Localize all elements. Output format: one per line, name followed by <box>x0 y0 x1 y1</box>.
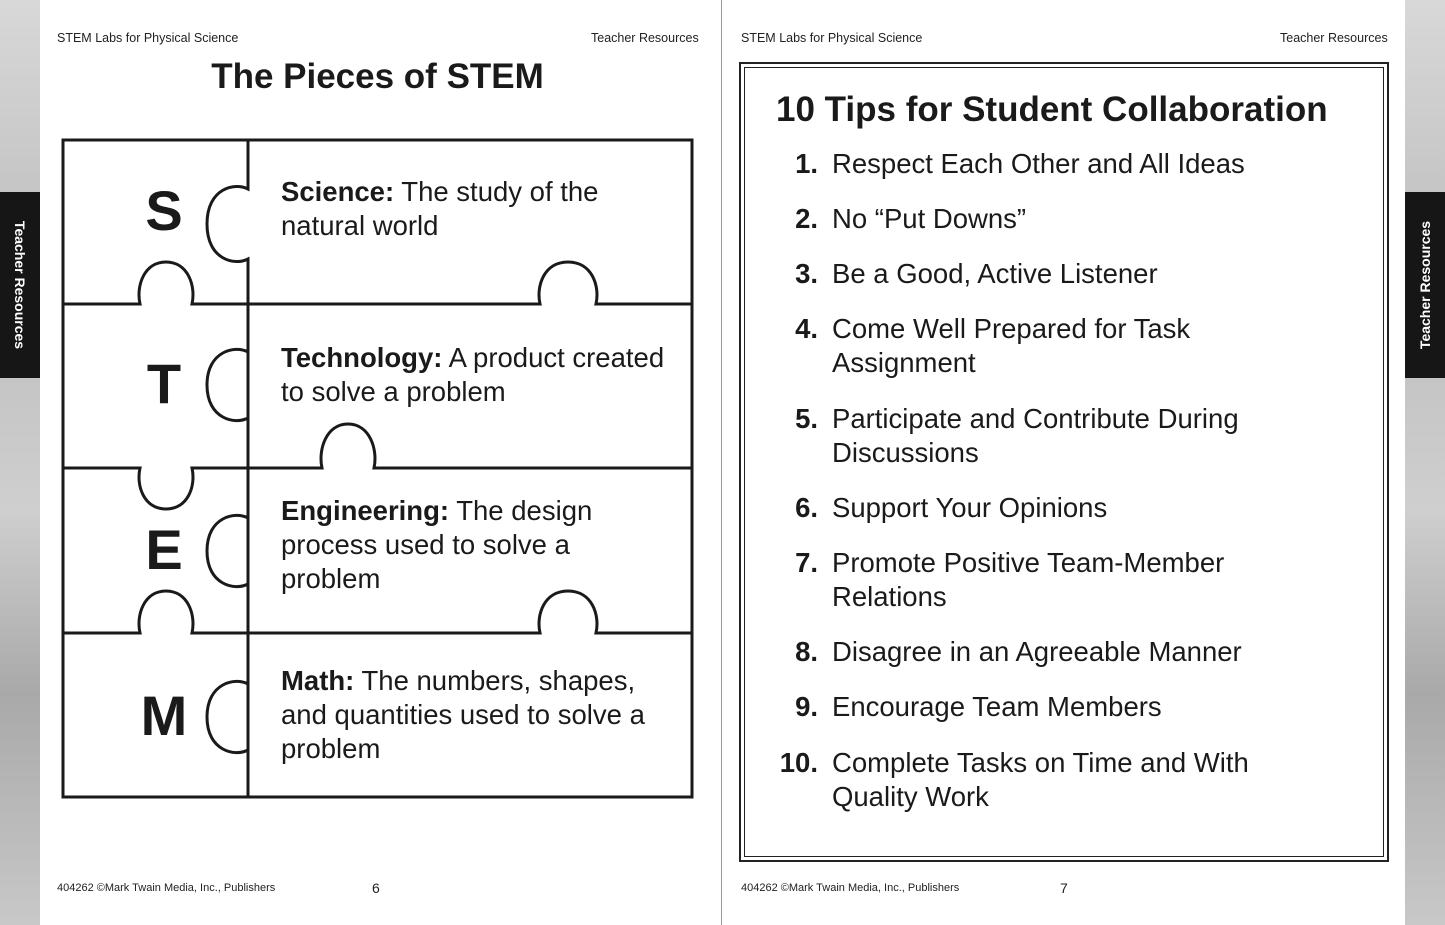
tip-number: 8. <box>795 636 818 667</box>
tip-text: Complete Tasks on Time and With Quality Work <box>832 747 1249 812</box>
science-definition: The study of the natural world <box>281 176 599 241</box>
left-section-tab-label: Teacher Resources <box>12 220 29 350</box>
right-page-title: 10 Tips for Student Collaboration <box>776 90 1328 129</box>
tip-text: Promote Positive Team-Member Relations <box>832 547 1225 612</box>
tip-text: Disagree in an Agreeable Manner <box>832 636 1242 667</box>
puzzle-cut-1 <box>63 262 692 304</box>
stem-puzzle-graphic <box>0 0 721 925</box>
tip-text: Respect Each Other and All Ideas <box>832 148 1245 179</box>
left-footer-publisher: 404262 ©Mark Twain Media, Inc., Publishers <box>57 882 276 894</box>
tip-text: No “Put Downs” <box>832 203 1027 234</box>
right-section-tab-label: Teacher Resources <box>1417 220 1434 350</box>
page-gutter <box>721 0 722 925</box>
tip-number: 4. <box>795 313 818 344</box>
tip-text: Come Well Prepared for Task Assignment <box>832 313 1191 378</box>
right-header-book-title: STEM Labs for Physical Science <box>741 31 923 45</box>
tip-number: 9. <box>795 691 818 722</box>
left-header-book-title: STEM Labs for Physical Science <box>57 31 239 45</box>
tip-text: Support Your Opinions <box>832 492 1108 523</box>
tip-number: 1. <box>795 148 818 179</box>
technology-term: Technology: <box>281 342 443 373</box>
math-definition: The numbers, shapes, and quantities used to solve a problem <box>281 665 645 764</box>
science-term: Science: <box>281 176 395 207</box>
piece-description-technology <box>281 341 681 409</box>
puzzle-cut-3 <box>63 591 692 633</box>
tip-text: Be a Good, Active Listener <box>832 258 1158 289</box>
right-section-tab <box>1405 192 1445 378</box>
technology-definition: A product created to solve a problem <box>281 342 665 407</box>
piece-letter-m: M <box>140 684 188 747</box>
tip-number: 2. <box>795 203 818 234</box>
right-page-number: 7 <box>1060 880 1068 896</box>
piece-description-engineering <box>281 494 641 596</box>
tip-text: Participate and Contribute During Discussions <box>832 403 1239 468</box>
left-page-title: The Pieces of STEM <box>211 57 544 96</box>
tip-text: Encourage Team Members <box>832 691 1162 722</box>
left-header-section: Teacher Resources <box>591 31 699 45</box>
engineering-definition: The design process used to solve a problem <box>281 495 593 594</box>
piece-description-science <box>281 175 681 243</box>
right-header-section: Teacher Resources <box>1280 31 1388 45</box>
piece-letter-s: S <box>145 179 183 242</box>
tip-number: 3. <box>795 258 818 289</box>
tip-number: 10. <box>779 747 818 778</box>
math-term: Math: <box>281 665 355 696</box>
tip-number: 5. <box>795 403 818 434</box>
engineering-term: Engineering: <box>281 495 450 526</box>
piece-description-math <box>281 664 681 766</box>
left-page-number: 6 <box>372 880 380 896</box>
tip-number: 6. <box>795 492 818 523</box>
tip-number: 7. <box>795 547 818 578</box>
piece-letter-e: E <box>145 518 183 581</box>
right-photo-strip <box>1405 0 1445 925</box>
right-footer-publisher: 404262 ©Mark Twain Media, Inc., Publishers <box>741 882 960 894</box>
piece-letter-t: T <box>146 352 182 415</box>
